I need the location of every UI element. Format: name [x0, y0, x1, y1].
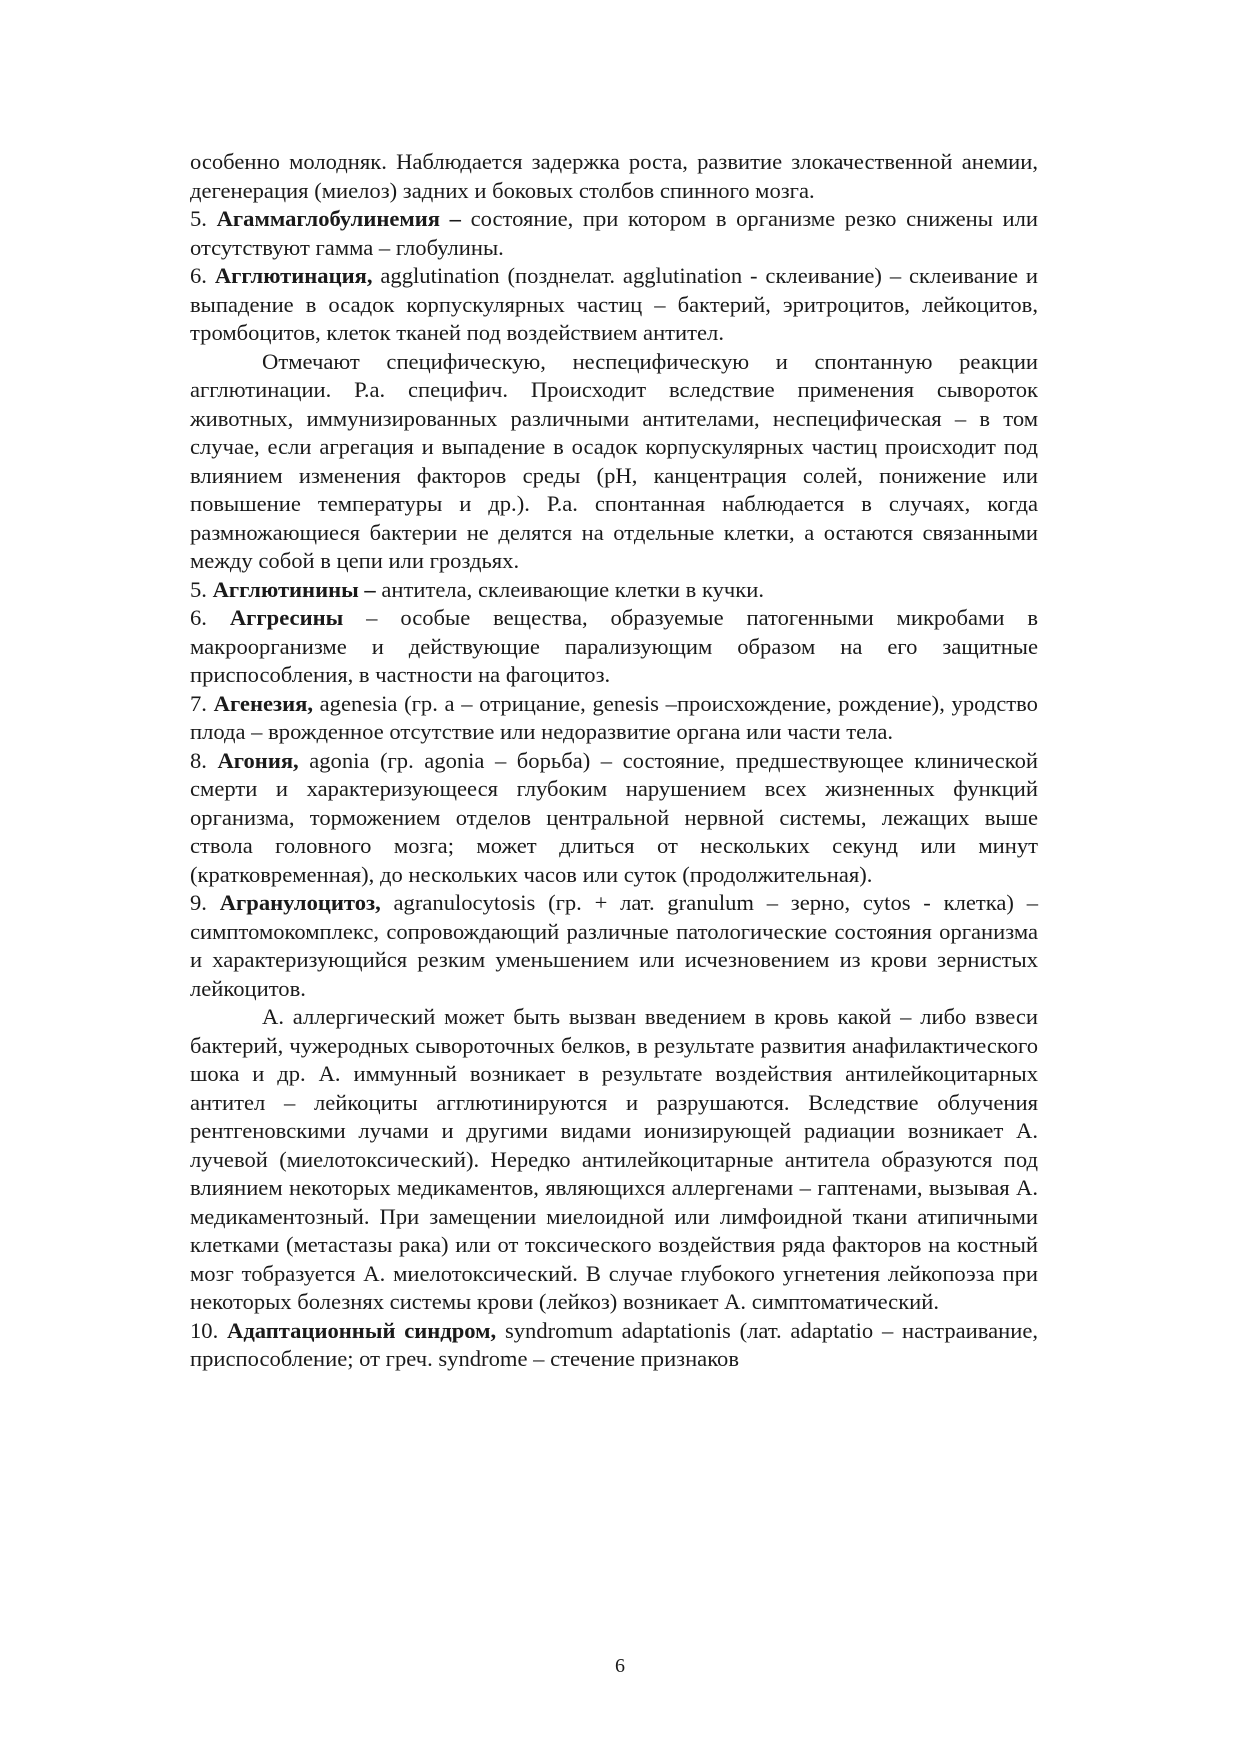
entry-agglutinins	[190, 576, 1038, 605]
entry-agenesia	[190, 690, 1038, 747]
entry-term: Агенезия,	[213, 690, 313, 716]
entry-text: agenesia (гр. а – отрицание, genesis –происхождение, рождение), уродство плода – врожденное отсутствие или недоразвитие органа или части тела.	[190, 690, 1038, 744]
paragraph-text: Отмечают специфическую, неспецифическую и спонтанную реакции агглютинации. Р.а. специфич. Происходит вследствие применения сывороток животных, иммунизированных различными антителами, неспецифическая – в том случае, если агрегация и выпадение в осадок корпускулярных частиц происходит под влиянием изменения факторов среды (pH, канцентрация солей, понижение или повышение температуры и др.). Р.а. спонтанная наблюдается в случаях, когда размножающиеся бактерии не делятся на отдельные клетки, а остаются связанными между собой в цепи или гроздьях.	[190, 348, 1038, 573]
entry-number: 5.	[190, 206, 207, 231]
entry-number: 6.	[190, 263, 207, 288]
entry-term: Адаптационный синдром,	[227, 1317, 497, 1343]
paragraph-text: особенно молодняк. Наблюдается задержка роста, развитие злокачественной анемии, дегенерация (миелоз) задних и боковых столбов спинного мозга.	[190, 149, 1038, 203]
paragraph-agranulocytosis-detail	[190, 1003, 1038, 1317]
entry-text: syndromum adaptationis (лат. adaptatio – настраивание, приспособление; от греч. syndrome – стечение признаков	[190, 1317, 1039, 1371]
entry-number: 7.	[190, 690, 207, 716]
entry-agammaglobulinemia	[190, 205, 1038, 262]
entry-text: agranulocytosis (гр. + лат. granulum – зерно, cytos - клетка) – симптомокомплекс, сопровождающий различные патологические состояния организма и характеризующийся резким уменьшением или исчезновением из крови зернистых лейкоцитов.	[190, 890, 1038, 1001]
entry-term: Аггресины	[229, 605, 344, 630]
entry-term: Агглютинины –	[212, 576, 376, 602]
paragraph-agglutination-detail	[190, 348, 1038, 576]
entry-term: Агония,	[217, 747, 299, 773]
paragraph-text: А. аллергический может быть вызван введением в кровь какой – либо взвеси бактерий, чужеродных сывороточных белков, в результате развития анафилактического шока и др. А. иммунный возникает в результате воздействия антилейкоцитарных антител – лейкоциты агглютинируются и разрушаются. Вследствие облучения рентгеновскими лучами и другими видами ионизирующей радиации возникает А. лучевой (миелотоксический). Нередко антилейкоцитарные антитела образуются под влиянием некоторых медикаментов, являющихся аллергенами – гаптенами, вызывая А. медикаментозный. При замещении миелоидной или лимфоидной ткани атипичными клетками (метастазы рака) или от токсического воздействия ряда факторов на костный мозг тобразуется А. миелотоксический. В случае глубокого угнетения лейкопоэза при некоторых болезнях системы крови (лейкоз) возникает А. симптоматический.	[190, 1004, 1038, 1314]
page-number: 6	[615, 1655, 625, 1677]
entry-term: Агранулоцитоз,	[219, 890, 381, 915]
entry-text: антитела, склеивающие клетки в кучки.	[381, 576, 765, 602]
entry-aggressins	[190, 604, 1038, 690]
entry-number: 8.	[190, 747, 207, 773]
entry-text: – особые вещества, образуемые патогенными микробами в макроорганизме и действующие парализующим образом на его защитные приспособления, в частности на фагоцитоз.	[190, 605, 1038, 687]
entry-adaptation-syndrome	[190, 1317, 1038, 1374]
entry-text: agglutination (позднелат. agglutination - склеивание) – склеивание и выпадение в осадок корпускулярных частиц – бактерий, эритроцитов, лейкоцитов, тромбоцитов, клеток тканей под воздействием антител.	[190, 263, 1038, 345]
entry-agglutination	[190, 262, 1038, 348]
entry-agonia	[190, 747, 1038, 890]
entry-number: 6.	[190, 605, 207, 630]
entry-term: Агаммаглобулинемия –	[216, 206, 461, 231]
entry-number: 5.	[190, 576, 207, 602]
entry-text: agonia (гр. agonia – борьба) – состояние, предшествующее клинической смерти и характеризующееся глубоким нарушением всех жизненных функций организма, торможением отделов центральной нервной системы, лежащих выше ствола головного мозга; может длиться от нескольких секунд или минут (кратковременная), до нескольких часов или суток (продолжительная).	[190, 747, 1038, 887]
document-body	[190, 148, 1038, 1374]
paragraph-intro	[190, 148, 1038, 205]
entry-number: 9.	[190, 890, 207, 915]
entry-agranulocytosis	[190, 889, 1038, 1003]
entry-number: 10.	[190, 1317, 219, 1343]
entry-term: Агглютинация,	[214, 263, 373, 288]
entry-text: состояние, при котором в организме резко снижены или отсутствуют гамма – глобулины.	[190, 206, 1038, 260]
